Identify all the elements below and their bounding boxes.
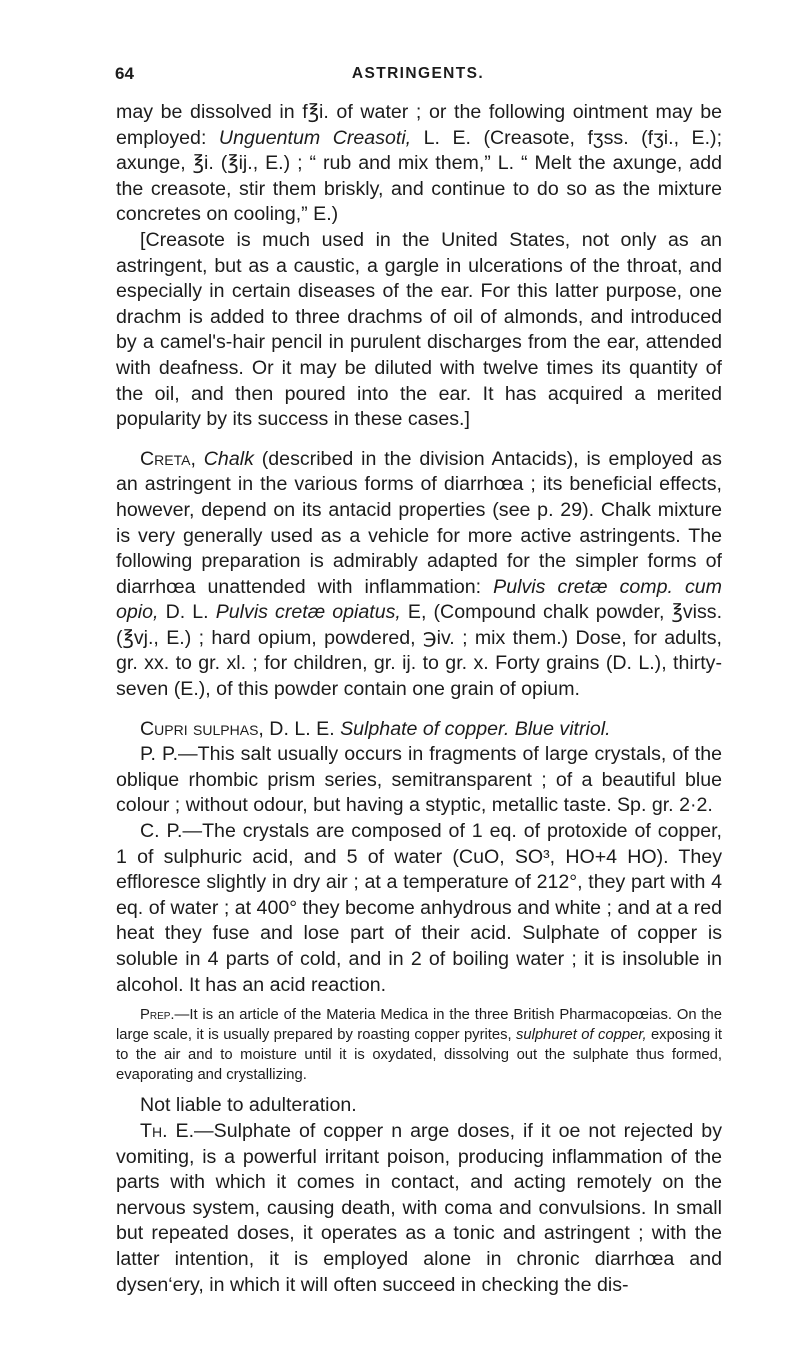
paragraph-ointment: may be dissolved in f℥i. of water ; or the following ointment may be employed: Unguentum Creasoti, L. E. (Creasote, fʒss. (fʒi., E.); axunge, ℥i. (℥ij., E.) ; “ rub and mix them,” L. “ Melt the axunge, add the creasote, stir them briskly, and continue to do so as the mixture concretes on cooling,” E.) xyxy=(116,101,723,226)
paragraph-creta: Creta, Chalk (described in the division Antacids), is employed as an astringent in the various forms of diarrhœa ; its beneficial effects, however, depend on its antacid properties (see p. 29). Chalk mixture is very generally used as a vehicle for more active astringents. The following preparation is admirably adapted for the simpler forms of diarrhœa unattended with inflammation: Pulvis cretæ comp. cum opio, D. L. Pulvis cretæ opiatus, E, (Compound chalk powder, ℥viss. (℥vj., E.) ; hard opium, powdered, ℈iv. ; mix them.) Dose, for adults, gr. xx. to gr. xl. ; for children, gr. ij. to gr. x. Forty grains (D. L.), thirty-seven (E.), of this powder contain one grain of opium. xyxy=(116,447,723,701)
paragraph-chemical-properties: C. P.—The crystals are composed of 1 eq. of protoxide of copper, 1 of sulphuric acid, and 5 of water (CuO, SO³, HO+4 HO). They effloresce slightly in dry air ; at a temperature of 212°, they part with 4 eq. of water ; at 400° they become anhydrous and white ; and at a red heat they fuse and lose part of their acid. Sulphate of copper is soluble in 4 parts of cold, and in 2 of boiling water ; it is insoluble in alcohol. It has an acid reaction. xyxy=(116,820,722,996)
page-header xyxy=(115,64,721,90)
page-number: 64 xyxy=(115,64,134,83)
heading-creta: Creta, xyxy=(140,447,196,470)
page-body xyxy=(116,100,722,1298)
heading-cupri-sulphas: Cupri sulphas, D. L. E. Sulphate of copper. Blue vitriol. xyxy=(140,717,611,740)
paragraph-adulteration: Not liable to adulteration. xyxy=(140,1094,357,1117)
paragraph-creasote-note: [Creasote is much used in the United States, not only as an astringent, but as a caustic, a gargle in ulcerations of the throat, and especially in certain diseases of the ear. For this latter purpose, one drachm is added to three drachms of oil of almonds, and introduced by a camel's-hair pencil in purulent discharges from the ear, attended with deafness. Or it may be diluted with twelve times its quantity of the oil, and then poured into the ear. It has acquired a merited popularity by its success in these cases.] xyxy=(116,228,722,431)
running-head: ASTRINGENTS. xyxy=(351,65,485,82)
paragraph-therapeutics: Th. E.—Sulphate of copper n arge doses, if it oe not rejected by vomiting, is a powerful irritant poison, producing inflammation of the parts with which it comes in contact, and acting remotely on the nervous system, causing death, with coma and convulsions. In small but repeated doses, it operates as a tonic and astringent ; with the latter intention, it is employed alone in chronic diarrhœa and dysen‘ery, in which it will often succeed in checking the dis- xyxy=(116,1119,722,1296)
term-unguentum-creasoti: Unguentum Creasoti, xyxy=(218,126,412,149)
paragraph-physical-properties: P. P.—This salt usually occurs in fragments of large crystals, of the oblique rhombic prism series, semitransparent ; of a beautiful blue colour ; without odour, but having a styptic, metallic taste. Sp. gr. 2·2. xyxy=(116,743,722,817)
paragraph-preparation: Prep.—It is an article of the Materia Medica in the three British Pharmacopœias. On the large scale, it is usually prepared by roasting copper pyrites, sulphuret of copper, exposing it to the air and to moisture until it is oxydated, dissolving out the sulphate thus formed, evaporating and crystallizing. xyxy=(116,1007,722,1083)
